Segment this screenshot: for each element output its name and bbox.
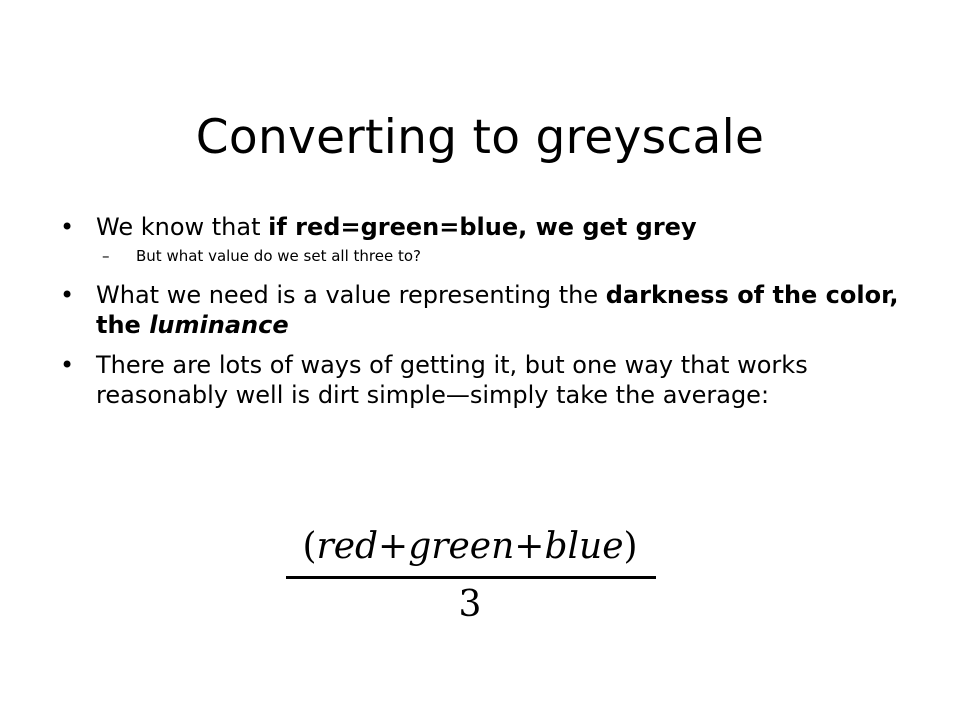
bullet-text: There are lots of ways of getting it, but one way that works reasonably well is dirt simple—simply take the average: [96, 351, 808, 409]
formula-term-red: red [316, 526, 379, 567]
bullet-text: What we need is a value representing the [96, 281, 606, 309]
formula-term-green: green [408, 526, 515, 567]
bullet-marker: • [60, 281, 75, 309]
sub-bullet-text: But what value do we set all three to? [136, 247, 421, 265]
bullet-list [60, 212, 910, 410]
slide-title: Converting to greyscale [195, 110, 765, 165]
bullet-item-3 [60, 350, 910, 410]
formula-close-paren: ) [623, 526, 638, 567]
formula-term-blue: blue [544, 526, 624, 567]
formula-plus: + [514, 526, 545, 567]
bullet-text: We know that [96, 213, 269, 241]
bullet-emphasis: if red=green=blue, we get grey [268, 213, 697, 241]
fraction-bar [286, 576, 656, 579]
formula-plus: + [378, 526, 409, 567]
bullet-marker: • [60, 351, 75, 379]
bullet-item-1 [60, 212, 910, 242]
bullet-item-2 [60, 280, 910, 340]
formula-denominator: 3 [458, 584, 482, 625]
average-formula [280, 522, 660, 627]
sub-bullet-item [60, 244, 910, 268]
bullet-emphasis: darkness of the color, the [96, 281, 899, 339]
formula-numerator [280, 522, 660, 572]
formula-open-paren: ( [302, 526, 317, 567]
bullet-marker: • [60, 213, 75, 241]
sub-bullet-marker: – [102, 247, 110, 265]
bullet-emphasis-italic: luminance [149, 311, 289, 339]
